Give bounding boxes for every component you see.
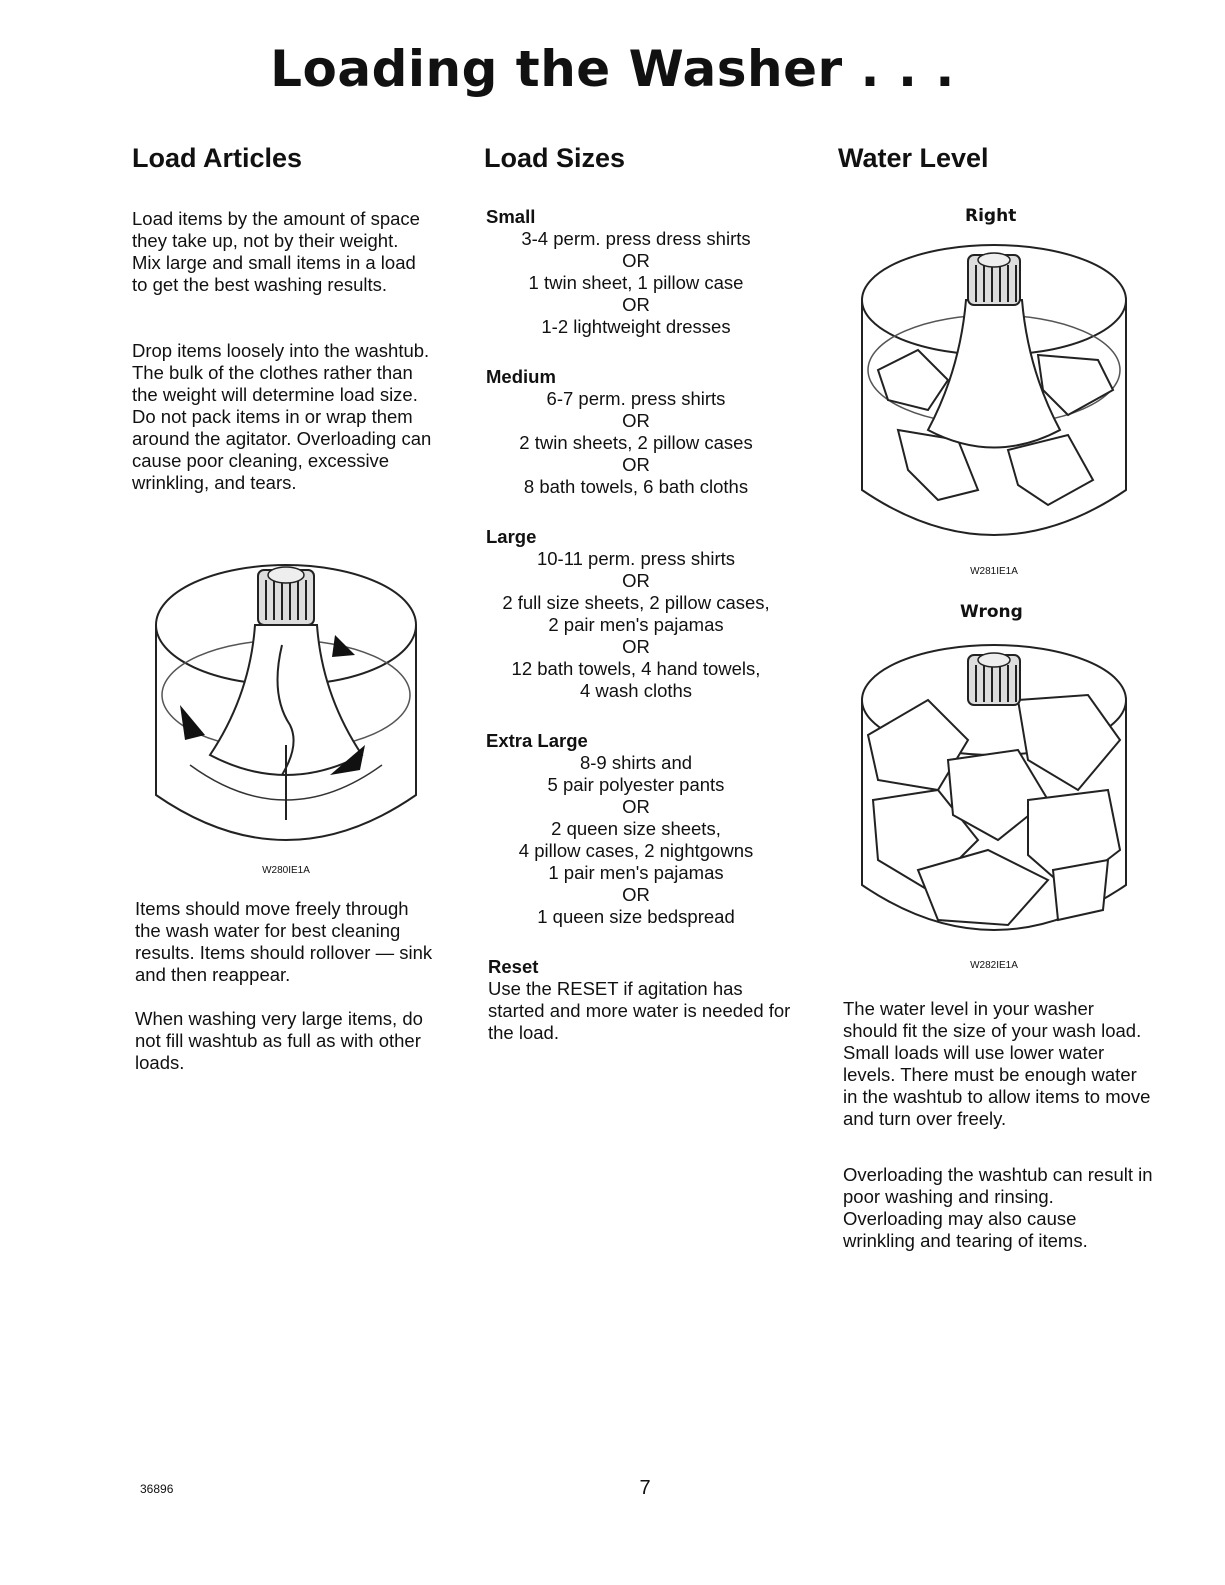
extra-large-line: OR bbox=[622, 884, 650, 905]
extra-large-label: Extra Large bbox=[486, 730, 588, 751]
load-articles-drop-items: Drop items loosely into the washtub. The bulk of the clothes rather than the weight will determine load size. Do not pack items in or wrap them around the agitator. Overloading can cause poor cleaning, excessive wrinkling, and tears. bbox=[132, 340, 432, 493]
load-size-medium bbox=[486, 366, 786, 498]
water-level-overloading: Overloading the washtub can result in poor washing and rinsing. Overloading may also cause wrinkling and tearing of items. bbox=[843, 1164, 1153, 1251]
extra-large-line: 1 queen size bedspread bbox=[537, 906, 735, 927]
load-size-small bbox=[486, 206, 786, 338]
extra-large-line: 1 pair men's pajamas bbox=[548, 862, 724, 883]
large-line: OR bbox=[622, 636, 650, 657]
medium-line: OR bbox=[622, 410, 650, 431]
large-line: 2 full size sheets, 2 pillow cases, bbox=[502, 592, 770, 613]
medium-line: OR bbox=[622, 454, 650, 475]
page-title: Loading the Washer . . . bbox=[270, 40, 955, 98]
large-line: OR bbox=[622, 570, 650, 591]
agitator-illustration bbox=[150, 545, 422, 865]
medium-label: Medium bbox=[486, 366, 556, 387]
large-line: 2 pair men's pajamas bbox=[548, 614, 724, 635]
medium-line: 2 twin sheets, 2 pillow cases bbox=[519, 432, 753, 453]
small-line: 1 twin sheet, 1 pillow case bbox=[528, 272, 744, 293]
load-size-large bbox=[486, 526, 786, 702]
load-articles-move-freely: Items should move freely through the wash water for best cleaning results. Items should rollover — sink and then reappear. bbox=[135, 898, 433, 985]
extra-large-line: 5 pair polyester pants bbox=[547, 774, 725, 795]
small-line: 1-2 lightweight dresses bbox=[541, 316, 731, 337]
load-articles-heading: Load Articles bbox=[132, 143, 303, 173]
extra-large-line: 2 queen size sheets, bbox=[551, 818, 721, 839]
large-line: 12 bath towels, 4 hand towels, bbox=[511, 658, 761, 679]
reset-section bbox=[488, 956, 798, 1044]
load-size-extra-large bbox=[486, 730, 786, 928]
reset-label: Reset bbox=[488, 956, 539, 977]
agitator-figure-code: W280IE1A bbox=[262, 865, 310, 876]
load-sizes-heading: Load Sizes bbox=[484, 143, 626, 173]
water-level-fit-load: The water level in your washer should fit the size of your wash load. Small loads will use lower water levels. There must be enough water in the washtub to allow items to move and turn over freely. bbox=[843, 998, 1151, 1129]
extra-large-line: 4 pillow cases, 2 nightgowns bbox=[518, 840, 754, 861]
wrong-figure-code: W282IE1A bbox=[970, 960, 1018, 971]
wrong-water-level-illustration bbox=[858, 640, 1130, 955]
document-number: 36896 bbox=[140, 1482, 174, 1496]
right-figure-code: W281IE1A bbox=[970, 566, 1018, 577]
load-articles-large-items: When washing very large items, do not fill washtub as full as with other loads. bbox=[135, 1008, 423, 1073]
medium-line: 8 bath towels, 6 bath cloths bbox=[523, 476, 749, 497]
small-line: OR bbox=[622, 250, 650, 271]
right-label: Right bbox=[965, 206, 1017, 226]
extra-large-line: OR bbox=[622, 796, 650, 817]
right-water-level-illustration bbox=[858, 240, 1130, 565]
small-label: Small bbox=[486, 206, 536, 227]
water-level-heading: Water Level bbox=[838, 143, 989, 173]
small-line: OR bbox=[622, 294, 650, 315]
large-line: 10-11 perm. press shirts bbox=[536, 548, 736, 569]
load-articles-intro: Load items by the amount of space they take up, not by their weight. Mix large and small items in a load to get the best washing results. bbox=[132, 208, 420, 295]
extra-large-line: 8-9 shirts and bbox=[579, 752, 693, 773]
wrong-label: Wrong bbox=[960, 602, 1023, 622]
large-line: 4 wash cloths bbox=[579, 680, 693, 701]
small-line: 3-4 perm. press dress shirts bbox=[521, 228, 751, 249]
page-number: 7 bbox=[639, 1477, 651, 1499]
large-label: Large bbox=[486, 526, 537, 547]
medium-line: 6-7 perm. press shirts bbox=[546, 388, 726, 409]
reset-text: Use the RESET if agitation has started and more water is needed for the load. bbox=[488, 978, 791, 1043]
